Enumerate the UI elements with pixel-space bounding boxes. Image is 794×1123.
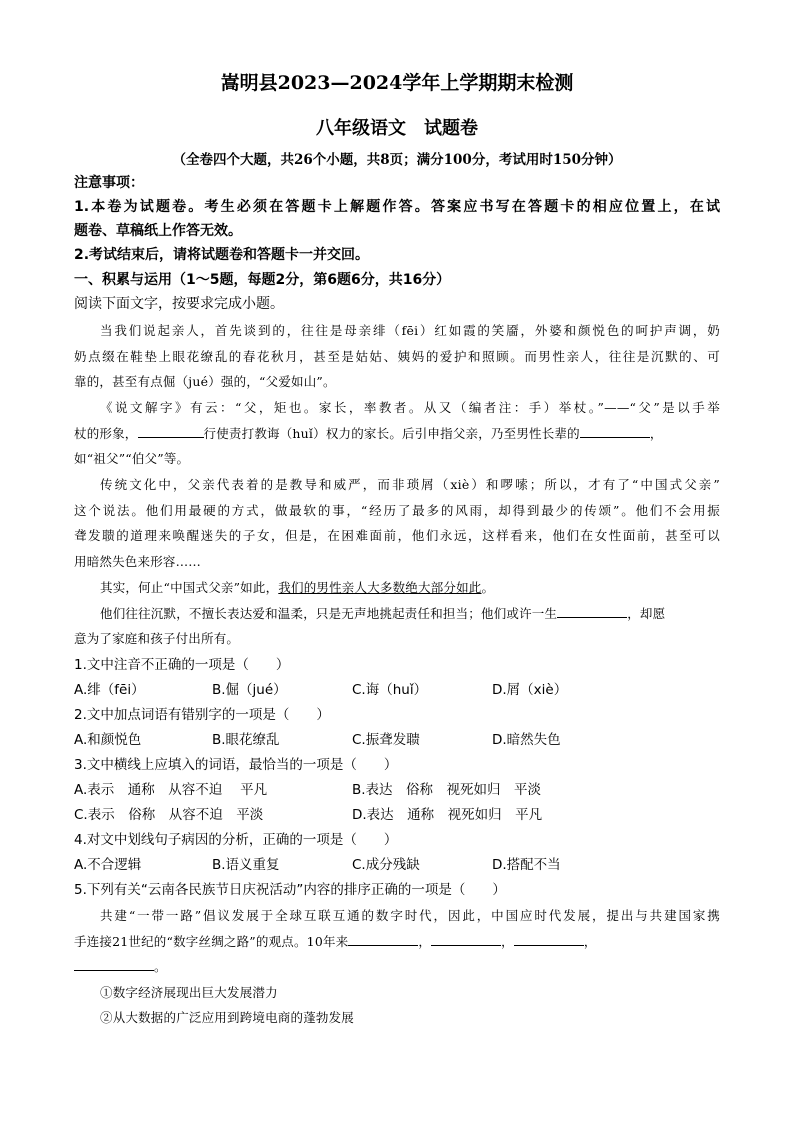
passage-p4 [74,578,720,598]
question-3-option-b[interactable]: B.表达 俗称 视死如归 平淡 [352,782,542,798]
question-3-option-a[interactable]: A.表示 通称 从容不迫 平凡 [74,782,268,798]
question-1-option-b[interactable]: B.倔（jué） [212,682,287,698]
passage-p3-line4: 用暗然失色来形容…… [74,554,202,569]
question-2-stem: 2.文中加点词语有错别字的一项是（ ） [74,707,330,723]
passage-text: 他们往往沉默，不擅长表达爱和温柔，只是无声地挑起责任和担当；他们或许一生 [100,606,558,621]
passage-text: 其实，何止“中国式父亲”如此， [100,580,279,595]
question-2-option-d[interactable]: D.暗然失色 [492,732,561,748]
question-5-stem: 5.下列有关“云南各民族节日庆祝活动”内容的排序正确的一项是（ ） [74,882,506,898]
question-5-item-2: ②从大数据的广泛应用到跨境电商的蓬勃发展 [100,1010,355,1025]
notice-heading: 注意事项： [74,175,144,191]
passage-text: 手连接21世纪的“数字丝绸之路”的观点。10年来 [74,934,349,949]
exam-title: 嵩明县2023—2024学年上学期期末检测 [220,72,574,94]
passage-p5-line2: 意为了家庭和孩子付出所有。 [74,631,240,646]
question-5-item-1: ①数字经济展现出巨大发展潜力 [100,985,278,1000]
question-2-option-c[interactable]: C.振聋发聩 [352,732,420,748]
passage-p5-line1 [74,604,720,624]
passage-p3-line2: 这个说法。他们用最硬的方式，做最软的事，“经历了最多的风雨，却得到最少的传颂”。他们不会用振 [74,503,720,518]
fill-blank-4 [348,933,418,946]
passage-text: 行使责打教诲（huǐ）权力的家长。后引申指父亲，乃至男性长辈的 [203,426,580,441]
question-2-option-a[interactable]: A.和颜悦色 [74,732,142,748]
question-3-stem: 3.文中横线上应填入的词语，最恰当的一项是（ ） [74,757,398,773]
passage-p1-line2: 奶点缀在鞋垫上眼花缭乱的春花秋月，甚至是姑姑、姨妈的爱护和照顾。而男性亲人，往往是沉默的、可 [74,349,720,364]
question-5-text-line2 [74,932,720,952]
separator: ， [418,934,432,949]
fill-blank-5 [431,933,501,946]
fill-blank-3 [557,605,627,618]
question-4-option-c[interactable]: C.成分残缺 [352,857,420,873]
passage-p3-line3: 聋发聩的道理来唤醒迷失的子女，但是，在困难面前，他们永远，这样看来，他们在女性面前，甚至可以 [74,528,720,543]
notice-item-1b: 题卷、草稿纸上作答无效。 [74,223,242,239]
passage-p3-line1: 传统文化中，父亲代表着的是教导和威严，而非琐屑（xiè）和啰嗦；所以，才有了“中国式父亲” [100,477,720,492]
question-3-option-c[interactable]: C.表示 俗称 从容不迫 平淡 [74,807,264,823]
fill-blank-2 [580,425,650,438]
underlined-sentence: 我们的男性亲人大多数绝大部分如此 [278,580,482,595]
question-5-text-line3 [74,957,720,977]
question-1-option-d[interactable]: D.屑（xiè） [492,682,568,698]
passage-p2-line3: 如“祖父”“伯父”等。 [74,451,190,466]
separator: ， [583,934,597,949]
question-1-option-a[interactable]: A.绯（fēi） [74,682,145,698]
separator: 。 [154,959,167,974]
question-3-option-d[interactable]: D.表达 通称 视死如归 平凡 [352,807,543,823]
question-1-stem: 1.文中注音不正确的一项是（ ） [74,657,290,673]
fill-blank-6 [514,933,584,946]
passage-p2-line2 [74,424,720,444]
fill-blank-7 [74,958,154,971]
fill-blank-1 [138,425,204,438]
passage-p1-line1: 当我们说起亲人，首先谈到的，往往是母亲绯（fēi）红如霞的笑靥，外婆和颜悦色的呵护声调，奶 [100,323,720,338]
question-2-option-b[interactable]: B.眼花缭乱 [212,732,280,748]
passage-text: 杖的形象， [74,426,138,441]
passage-p1-line3: 靠的，甚至有点倔（jué）强的，“父爱如山”。 [74,374,336,389]
exam-subtitle: 八年级语文 试题卷 [316,118,478,139]
exam-info: （全卷四个大题，共26个小题，共8页；满分100分，考试用时150分钟） [172,152,622,168]
passage-text: ，却愿 [627,606,666,621]
passage-p2-line1: 《说文解字》有云：“父，矩也。家长，率教者。从又（编者注：手）举杖。”——“父”是以手举 [100,400,720,415]
passage-text: ， [649,426,663,441]
separator: ， [501,934,514,949]
question-4-option-b[interactable]: B.语义重复 [212,857,280,873]
section-1-heading: 一、积累与运用（1～5题，每题2分，第6题6分，共16分） [74,272,451,288]
notice-item-2: 2.考试结束后，请将试题卷和答题卡一并交回。 [74,247,370,263]
passage-text: 。 [481,580,495,595]
notice-item-1a: 1.本卷为试题卷。考生必须在答题卡上解题作答。答案应书写在答题卡的相应位置上，在试 [74,199,720,215]
question-1-option-c[interactable]: C.诲（huǐ） [352,682,428,698]
section-1-instruction: 阅读下面文字，按要求完成小题。 [74,296,284,312]
question-5-text-line1: 共建“一带一路”倡议发展于全球互联互通的数字时代，因此，中国应时代发展，提出与共建国家携 [100,908,720,923]
question-4-option-d[interactable]: D.搭配不当 [492,857,561,873]
question-4-stem: 4.对文中划线句子病因的分析，正确的一项是（ ） [74,832,398,848]
question-4-option-a[interactable]: A.不合逻辑 [74,857,142,873]
